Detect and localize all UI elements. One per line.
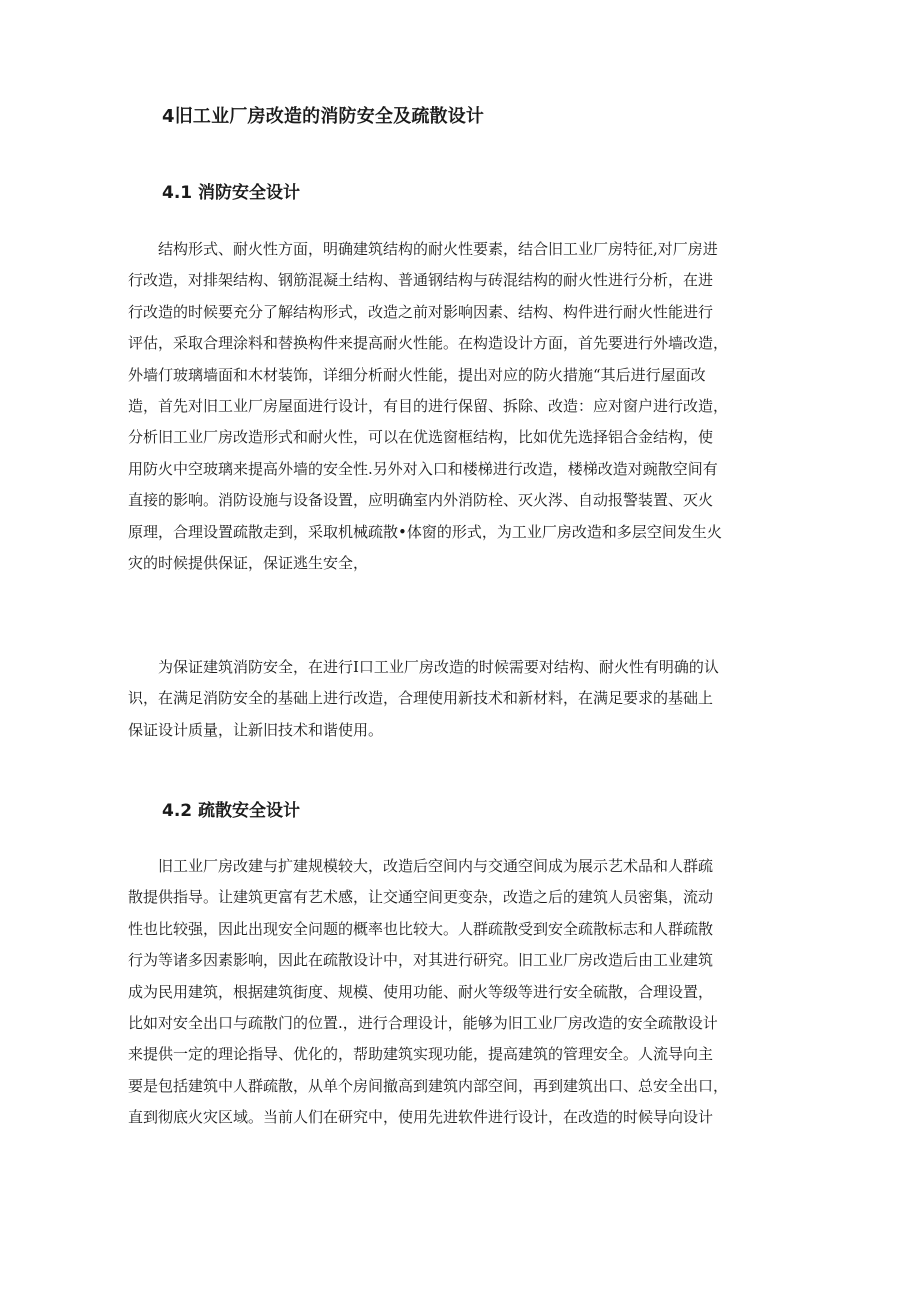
paragraph-line: 灾的时候提供保证，保证逃生安全， [128,553,369,572]
paragraph-line: 保证设计质量，让新旧技术和谐使用。 [128,720,384,739]
paragraph-line: 行改造，对排架结构、钢筋混凝土结构、普通钢结构与砖混结构的耐火性进行分析，在进 [128,271,714,290]
paragraph-line: 比如对安全出口与疏散门的位置.，进行合理设计，能够为旧工业厂房改造的安全疏散设计 [128,1013,718,1032]
paragraph-line: 旧工业厂房改建与扩建规模较大，改造后空间内与交通空间成为展示艺术品和人群疏 [128,857,714,875]
section-number: 4.2 [162,801,193,821]
section-heading-4-2 [162,796,300,821]
paragraph-line: 成为民用建筑，根据建筑街度、规模、使用功能、耐火等级等进行安全硫散，合理设置， [128,982,714,1001]
section-title: 消防安全设计 [198,183,300,203]
paragraph-line: 分析旧工业厂房改造形式和耐火性，可以在优选窗框结构，比如优先选择铝合金结构，使 [128,428,714,447]
paragraph-line: 行为等诸多因素影响，因此在疏散设计中，对其进行研究。旧工业厂房改造后由工业建筑 [128,951,714,970]
paragraph-line: 用防火中空玻璃来提高外墙的安全性.另外对入口和楼梯进行改造，楼梯改造对豌散空间有 [128,459,718,478]
paragraph-line: 原理，合理设置疏散走到，采取机械疏散•体窗的形式，为工业厂房改造和多层空间发生火 [128,522,722,541]
chapter-heading: 4旧工业厂房改造的消防安全及疏散设计 [162,106,485,127]
paragraph-fire-safety-design [128,234,800,579]
paragraph-line: 性也比较强，因此出现安全问题的概率也比较大。人群疏散受到安全疏散标志和人群疏散 [128,919,714,938]
paragraph-line: 散提供指导。让建筑更富有艺术感，让交通空间更变杂，改造之后的建筑人员密集，流动 [128,888,714,907]
paragraph-evacuation-design [128,851,800,1134]
paragraph-line: 造，首先对旧工业厂房屋面进行设计，有目的进行保留、拆除、改造：应对窗户进行改造， [128,396,729,415]
paragraph-fire-safety-summary [128,652,800,746]
paragraph-line: 直到彻底火灾区域。当前人们在研究中，使用先进软件进行设计，在改造的时候导向设计 [128,1108,714,1127]
paragraph-line: 行改造的时候要充分了解结构形式，改造之前对影响因素、结构、构件进行耐火性能进行 [128,302,714,321]
paragraph-line: 外墙仃玻璃墙面和木材装饰，详细分析耐火性能，提出对应的防火措施“其后进行屋面改 [128,365,706,384]
paragraph-line: 结构形式、耐火性方面，明确建筑结构的耐火性要素，结合旧工业厂房特征,对厂房进 [128,240,718,258]
section-number: 4.1 [162,183,193,203]
section-heading-4-1 [162,178,300,203]
paragraph-line: 直接的影响。消防设施与设备设置，应明确室内外消防栓、灭火涔、自动报警装置、灭火 [128,491,714,510]
paragraph-line: 识，在满足消防安全的基础上进行改造，合理使用新技术和新材料，在满足要求的基础上 [128,689,714,708]
paragraph-line: 要是包括建筑中人群疏散，从单个房间撤高到建筑内部空间，再到建筑出口、总安全出口， [128,1076,729,1095]
paragraph-line: 评估，采取合理涂料和替换构件来提高耐火性能。在构造设计方面，首先要进行外墙改造， [128,334,729,353]
section-title: 疏散安全设计 [198,801,300,821]
paragraph-line: 来提供一定的理论指导、优化的，帮助建筑实现功能，提高建筑的管理安全。人流导向主 [128,1045,714,1064]
paragraph-line: 为保证建筑消防安全，在进行I口工业厂房改造的时候需要对结构、耐火性有明确的认 [128,658,719,676]
